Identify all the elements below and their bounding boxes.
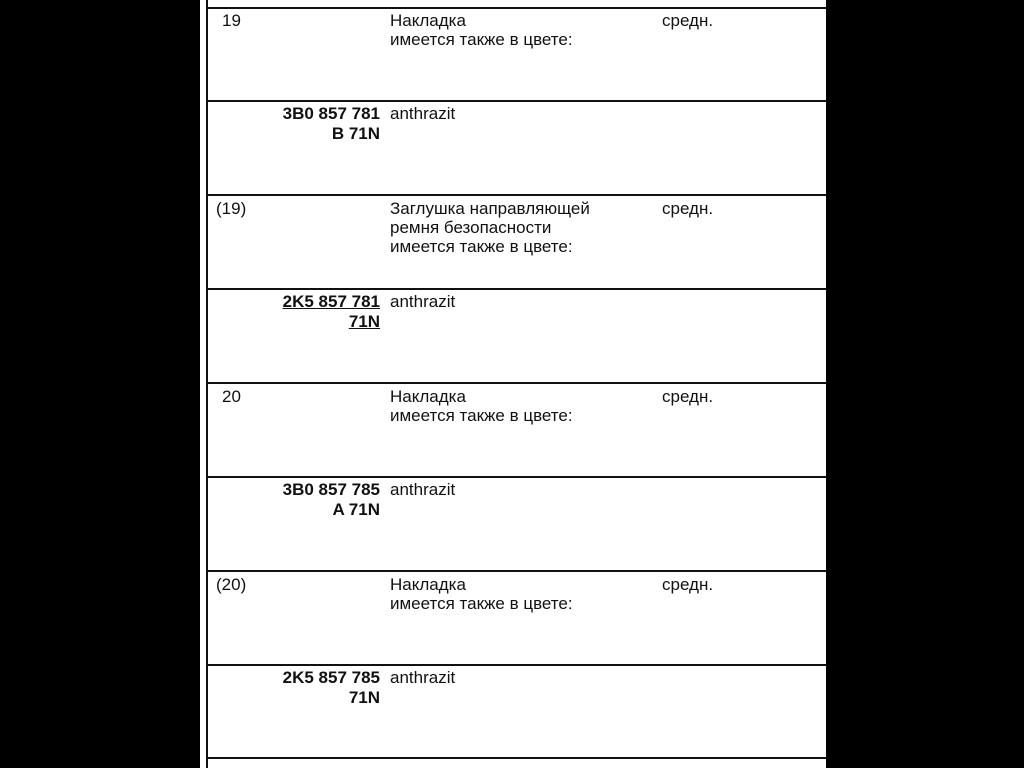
row-divider: [208, 7, 826, 9]
part-color: anthrazit: [390, 292, 456, 311]
row-divider: [208, 664, 826, 666]
item-quantity: средн.: [662, 199, 714, 218]
parts-catalog-page: [200, 0, 826, 768]
row-divider: [208, 194, 826, 196]
row-divider: [208, 476, 826, 478]
item-description: Накладка имеется также в цвете:: [390, 11, 573, 49]
item-description: Накладка имеется также в цвете:: [390, 387, 573, 425]
part-number: 3B0 857 781 B 71N: [282, 104, 380, 143]
item-number: 20: [222, 387, 241, 406]
item-number: (20): [216, 575, 247, 594]
part-number: 2K5 857 785 71N: [282, 668, 380, 707]
item-description: Заглушка направляющей ремня безопасности имеется также в цвете:: [390, 199, 590, 256]
row-divider: [208, 757, 826, 759]
part-color: anthrazit: [390, 104, 456, 123]
part-number: 2K5 857 781 71N: [282, 292, 380, 331]
item-quantity: средн.: [662, 387, 714, 406]
item-quantity: средн.: [662, 575, 714, 594]
item-description: Накладка имеется также в цвете:: [390, 575, 573, 613]
item-number: 19: [222, 11, 241, 30]
row-divider: [208, 100, 826, 102]
part-color: anthrazit: [390, 480, 456, 499]
row-divider: [208, 382, 826, 384]
row-divider: [208, 570, 826, 572]
item-number: (19): [216, 199, 247, 218]
part-color: anthrazit: [390, 668, 456, 687]
left-border: [206, 0, 208, 768]
row-divider: [208, 288, 826, 290]
item-quantity: средн.: [662, 11, 714, 30]
part-number: 3B0 857 785 A 71N: [282, 480, 380, 519]
